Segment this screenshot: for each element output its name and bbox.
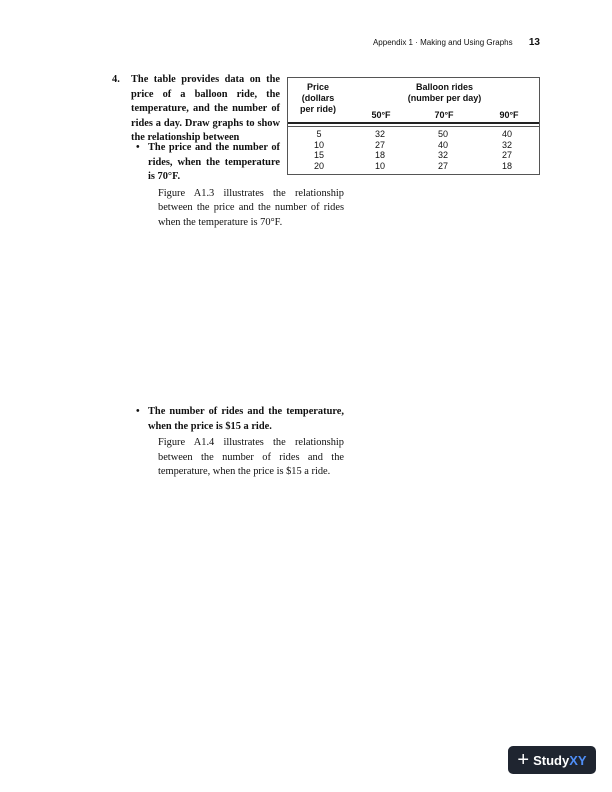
bullet-description: Figure A1.3 illustrates the relationship between the price and the number of rides when the temperature is 70°F.	[158, 187, 344, 228]
temp-header-70: 70°F	[434, 110, 454, 120]
bullet-text: The price and the number of rides, when the temperature is 70°F.	[148, 142, 280, 182]
brand-name: Study	[533, 752, 570, 768]
header-section: Appendix 1	[372, 38, 413, 47]
page-number: 13	[528, 37, 540, 48]
running-header	[300, 37, 540, 48]
price-header: Price (dollars per ride)	[299, 82, 336, 114]
header-separator: ·	[415, 38, 418, 47]
header-title: Making and Using Graphs	[420, 38, 513, 47]
table-row: 15 18 32 27	[313, 150, 512, 160]
header-rule-thin	[288, 126, 539, 127]
bullet-description: Figure A1.4 illustrates the relationship between the number of rides and the temperature, when the price is $15 a ride.	[158, 437, 344, 477]
question-text: The table provides data on the price of a balloon ride, the temperature, and the number of rides a day. Draw graphs to show the relationship between	[131, 74, 280, 143]
temp-header-50: 50°F	[371, 110, 391, 120]
question-number: 4.	[112, 74, 120, 85]
brand-suffix: XY	[569, 752, 587, 768]
table-row: 20 10 27 18	[313, 160, 512, 171]
rides-header: Balloon rides (number per day)	[407, 82, 482, 103]
bullet-dot: •	[136, 142, 140, 153]
temp-header-90: 90°F	[499, 110, 519, 120]
bullet-item	[136, 141, 344, 230]
bullet-text: The number of rides and the temperature, when the price is $15 a ride.	[148, 406, 344, 432]
plus-icon: +	[517, 749, 530, 771]
question-4	[112, 73, 280, 146]
bullet-dot: •	[136, 406, 140, 417]
studyxy-badge[interactable]	[508, 746, 596, 774]
table-row: 10 27 40 32	[313, 139, 512, 150]
bullet-item	[136, 405, 344, 480]
table-row: 5 32 50 40	[316, 129, 512, 139]
header-rule	[288, 122, 539, 124]
